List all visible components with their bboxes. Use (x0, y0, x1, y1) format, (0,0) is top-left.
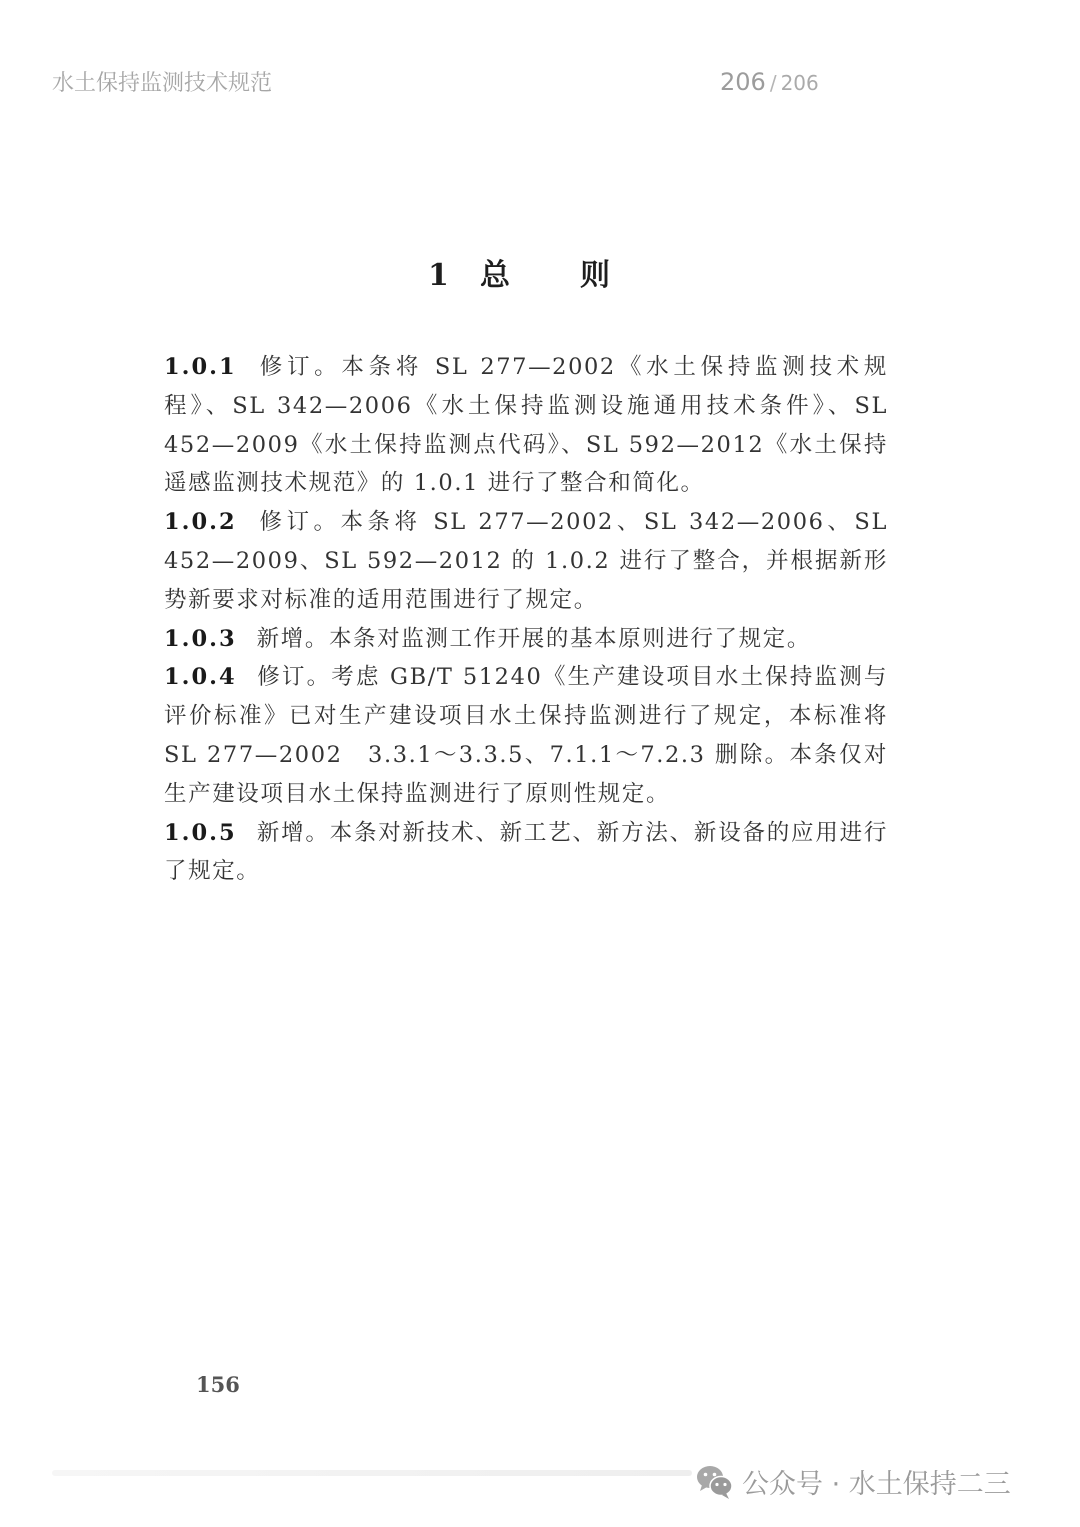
clause-1-0-3 (164, 620, 888, 659)
current-page: 206 (720, 68, 766, 96)
clause-text: 新增。本条对新技术、新工艺、新方法、新设备的应用进行了规定。 (164, 819, 888, 885)
chapter-number: 1 (428, 258, 449, 293)
clause-text: 修订。考虑 GB/T 51240《生产建设项目水土保持监测与评价标准》已对生产建设项目水土保持监测进行了规定，本标准将 SL 277—2002 3.3.1～3.3.5、7.1.1～7.2.3 删除。本条仅对生产建设项目水土保持监测进行了原则性规定。 (164, 664, 888, 807)
clause-number: 1.0.4 (164, 664, 237, 691)
clause-1-0-1 (164, 348, 888, 503)
reading-progress-bar[interactable] (52, 1470, 692, 1476)
clause-1-0-4 (164, 658, 888, 813)
total-pages: 206 (780, 71, 819, 95)
clause-number: 1.0.5 (164, 819, 237, 846)
chapter-title-char-1: 总 (480, 258, 510, 293)
clause-number: 1.0.3 (164, 625, 237, 652)
wechat-icon (696, 1464, 734, 1500)
clause-number: 1.0.1 (164, 354, 237, 380)
chapter-heading (428, 250, 610, 294)
chapter-title-char-2: 则 (580, 258, 610, 293)
clause-1-0-5 (164, 814, 888, 892)
watermark-text: 公众号 · 水土保持二三 (742, 1469, 1011, 1500)
clause-list (164, 348, 888, 891)
clause-1-0-2 (164, 503, 888, 619)
clause-text: 修订。本条将 SL 277—2002《水土保持监测技术规程》、SL 342—2006《水土保持监测设施通用技术条件》、SL 452—2009《水土保持监测点代码》、SL 592—2012《水土保持遥感监测技术规范》的 1.0.1 进行了整合和简化。 (164, 354, 888, 497)
printed-page-number: 156 (196, 1372, 240, 1397)
clause-number: 1.0.2 (164, 509, 237, 536)
document-title: 水土保持监测技术规范 (52, 71, 273, 96)
clause-text: 新增。本条对监测工作开展的基本原则进行了规定。 (256, 625, 811, 652)
watermark (696, 1462, 1011, 1501)
page-counter (720, 68, 819, 96)
page-separator: / (769, 71, 777, 95)
clause-text: 修订。本条将 SL 277—2002、SL 342—2006、SL 452—2009、SL 592—2012 的 1.0.2 进行了整合，并根据新形势新要求对标准的适用范围进行了规定。 (164, 509, 888, 613)
